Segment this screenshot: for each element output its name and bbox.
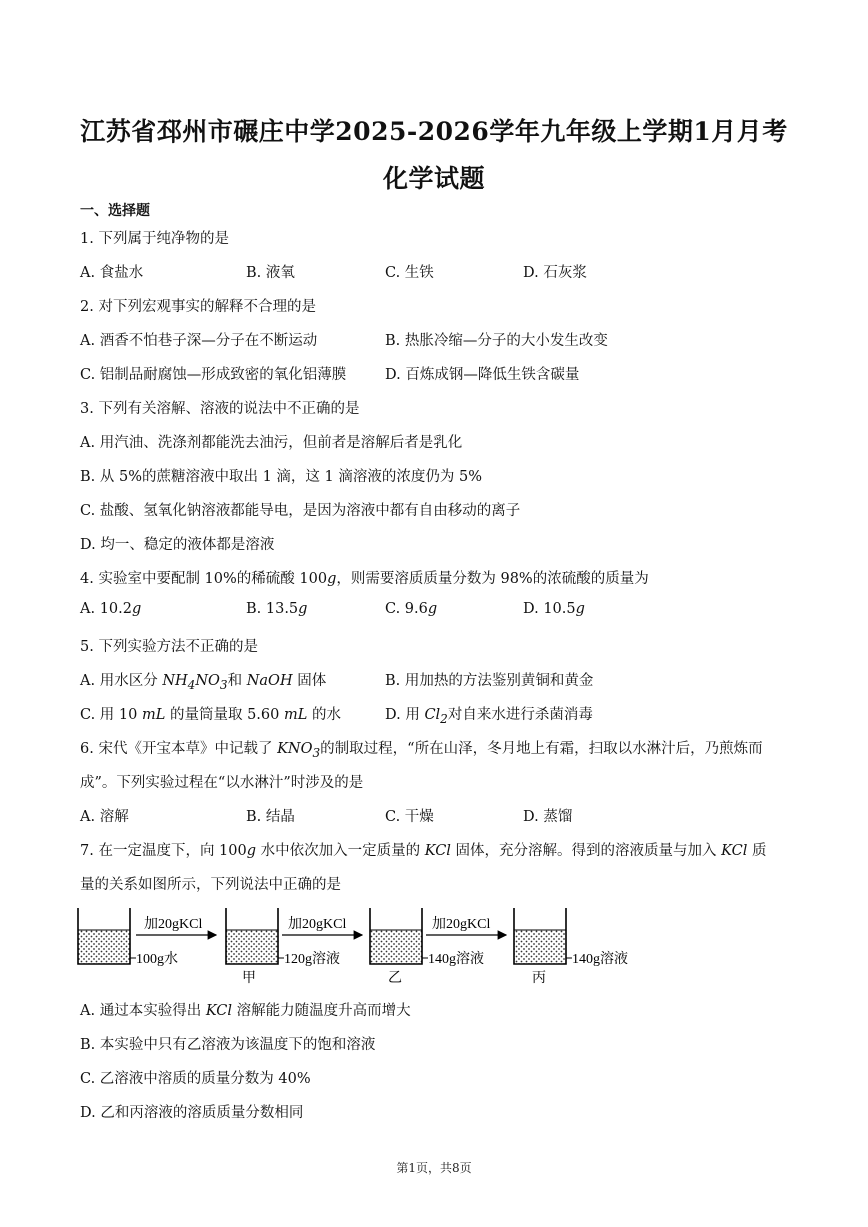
beaker-1-label: 120g溶液: [284, 952, 340, 967]
q5-stem: 5. 下列实验方法不正确的是: [80, 639, 258, 655]
q6-option-b: B. 结晶: [246, 809, 295, 825]
beaker-3: [514, 908, 628, 986]
beaker-diagram: [70, 900, 650, 990]
q6-option-d: D. 蒸馏: [523, 809, 573, 825]
q7-stem-line1: 7. 在一定温度下，向 100g 水中依次加入一定质量的 KCl 固体，充分溶解。得到的溶液质量与加入 KCl 质: [80, 843, 767, 859]
q1-option-a: A. 食盐水: [80, 265, 144, 281]
page-footer: 第1页，共8页: [396, 1161, 472, 1175]
q7-option-c: C. 乙溶液中溶质的质量分数为 40%: [80, 1071, 311, 1087]
q3-option-b: B. 从 5%的蔗糖溶液中取出 1 滴，这 1 滴溶液的浓度仍为 5%: [80, 469, 482, 485]
q3-option-c: C. 盐酸、氢氧化钠溶液都能导电，是因为溶液中都有自由移动的离子: [80, 503, 521, 519]
q3-option-a: A. 用汽油、洗涤剂都能洗去油污，但前者是溶解后者是乳化: [80, 435, 463, 451]
q4-option-b: B. 13.5g: [246, 601, 308, 617]
q5-option-c: C. 用 10 mL 的量筒量取 5.60 mL 的水: [80, 707, 341, 723]
q6-option-a: A. 溶解: [80, 809, 129, 825]
q7-option-a: A. 通过本实验得出 KCl 溶解能力随温度升高而增大: [80, 1003, 411, 1019]
q5-option-d: D. 用 $Cl_2$对自来水进行杀菌消毒: [385, 707, 593, 726]
q6-option-c: C. 干燥: [385, 809, 434, 825]
q2-option-a: A. 酒香不怕巷子深—分子在不断运动: [80, 333, 318, 349]
q2-stem: 2. 对下列宏观事实的解释不合理的是: [80, 299, 316, 315]
q4-option-a: A. 10.2g: [80, 601, 142, 617]
q7-option-d: D. 乙和丙溶液的溶质质量分数相同: [80, 1105, 304, 1121]
q1-stem: 1. 下列属于纯净物的是: [80, 231, 229, 247]
q2-option-c: C. 铝制品耐腐蚀—形成致密的氧化铝薄膜: [80, 367, 347, 383]
q6-stem-line2: 成”。下列实验过程在“以水淋汁”时涉及的是: [80, 775, 364, 791]
beaker-3-label: 140g溶液: [572, 952, 628, 967]
q3-option-d: D. 均一、稳定的液体都是溶液: [80, 537, 275, 553]
beaker-2-label: 140g溶液: [428, 952, 484, 967]
exam-title: 江苏省邳州市碾庄中学2025-2026学年九年级上学期1月月考: [80, 117, 788, 146]
beaker-3-name: 丙: [532, 971, 546, 986]
beaker-2-name: 乙: [388, 971, 402, 986]
q5-option-b: B. 用加热的方法鉴别黄铜和黄金: [385, 673, 594, 689]
add-arrow-1: [136, 916, 216, 935]
q4-option-d: D. 10.5g: [523, 601, 585, 617]
add-arrow-2-label: 加20gKCl: [288, 917, 347, 932]
q6-stem-line1: 6. 宋代《开宝本草》中记载了 $KNO_3$的制取过程，“所在山泽，冬月地上有霜，扫取以水淋汁后，乃煎炼而: [80, 741, 763, 760]
section-heading: 一、选择题: [80, 203, 150, 219]
beaker-1-name: 甲: [242, 971, 256, 986]
exam-subtitle: 化学试题: [382, 164, 485, 193]
q4-option-c: C. 9.6g: [385, 601, 438, 617]
q2-option-b: B. 热胀冷缩—分子的大小发生改变: [385, 333, 608, 349]
q3-stem: 3. 下列有关溶解、溶液的说法中不正确的是: [80, 401, 360, 417]
add-arrow-3-label: 加20gKCl: [432, 917, 491, 932]
q7-stem-line2: 量的关系如图所示，下列说法中正确的是: [80, 877, 341, 893]
q1-option-d: D. 石灰浆: [523, 265, 587, 281]
q1-option-c: C. 生铁: [385, 265, 434, 281]
add-arrow-3: [426, 916, 506, 935]
add-arrow-1-label: 加20gKCl: [144, 917, 203, 932]
q7-option-b: B. 本实验中只有乙溶液为该温度下的饱和溶液: [80, 1037, 376, 1053]
add-arrow-2: [282, 916, 362, 935]
beaker-0-label: 100g水: [136, 952, 178, 967]
q4-stem: 4. 实验室中要配制 10%的稀硫酸 100g，则需要溶质质量分数为 98%的浓硫酸的质量为: [80, 571, 649, 587]
q2-option-d: D. 百炼成钢—降低生铁含碳量: [385, 367, 580, 383]
q1-option-b: B. 液氧: [246, 265, 295, 281]
q5-option-a: A. 用水区分 $NH_4NO_3$和 NaOH 固体: [80, 673, 327, 692]
